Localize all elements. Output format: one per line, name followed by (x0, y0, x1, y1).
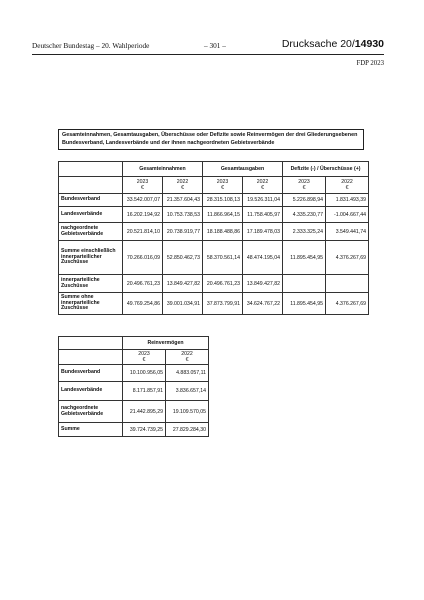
cell: 13.849.427,82 (163, 275, 203, 293)
document-number-value: 14930 (354, 38, 384, 50)
table2-year-corner (59, 350, 123, 365)
cell: 13.849.427,82 (243, 275, 283, 293)
cell: 4.335.230,77 (283, 207, 326, 223)
cell: 28.315.108,13 (203, 194, 243, 207)
year-header: 2023 € (283, 177, 326, 194)
cell (283, 275, 326, 293)
row-label: Landesverbände (59, 382, 123, 401)
cell: 19.109.570,05 (166, 401, 209, 423)
cell: 10.100.956,05 (123, 365, 166, 382)
year-header: 2022 € (326, 177, 369, 194)
row-label: Bundesverband (59, 365, 123, 382)
cell: 58.370.561,14 (203, 241, 243, 275)
cell: 39.001.034,91 (163, 293, 203, 315)
party-year: FDP 2023 (356, 60, 384, 67)
year-header: 2023 € (123, 350, 166, 365)
table-row (59, 207, 369, 223)
table-title-box (58, 129, 364, 150)
cell: 20.496.761,23 (203, 275, 243, 293)
income-expense-table (58, 161, 369, 315)
cell: 10.753.738,53 (163, 207, 203, 223)
cell: 19.526.311,04 (243, 194, 283, 207)
cell (326, 275, 369, 293)
cell: 5.226.898,94 (283, 194, 326, 207)
cell: 18.188.488,86 (203, 223, 243, 241)
cell: 33.542.007,07 (123, 194, 163, 207)
group-header-balance: Defizite (-) / Überschüsse (+) (283, 162, 369, 177)
year-header: 2022 € (243, 177, 283, 194)
cell: 37.873.799,91 (203, 293, 243, 315)
table-row (59, 365, 209, 382)
cell: 3.549.441,74 (326, 223, 369, 241)
table1-corner (59, 162, 123, 177)
cell: 21.442.895,29 (123, 401, 166, 423)
cell: 11.866.964,15 (203, 207, 243, 223)
row-label: nachgeordnete Gebietsverbände (59, 401, 123, 423)
row-label: nachgeordnete Gebietsverbände (59, 223, 123, 241)
cell: 4.376.267,69 (326, 241, 369, 275)
cell: 2.333.325,24 (283, 223, 326, 241)
table-row (59, 241, 369, 275)
year-header: 2023 € (123, 177, 163, 194)
net-assets-table (58, 336, 209, 437)
cell: 17.189.478,03 (243, 223, 283, 241)
table1-year-corner (59, 177, 123, 194)
cell: -1.004.667,44 (326, 207, 369, 223)
header-periodical: Deutscher Bundestag – 20. Wahlperiode (32, 41, 150, 50)
row-label: Summe ohne innerparteiliche Zuschüsse (59, 293, 123, 315)
table-row (59, 423, 209, 437)
document-number-prefix: Drucksache 20/ (281, 38, 355, 50)
page-header (32, 40, 384, 55)
year-header: 2022 € (166, 350, 209, 365)
year-header: 2022 € (163, 177, 203, 194)
cell: 70.266.016,09 (123, 241, 163, 275)
table2-corner (59, 337, 123, 350)
cell: 21.357.604,43 (163, 194, 203, 207)
row-label: innerparteiliche Zuschüsse (59, 275, 123, 293)
cell: 11.895.454,95 (283, 293, 326, 315)
cell: 8.171.857,91 (123, 382, 166, 401)
table-row (59, 275, 369, 293)
cell: 48.474.195,04 (243, 241, 283, 275)
cell: 4.376.267,69 (326, 293, 369, 315)
document-number (282, 38, 384, 50)
cell: 49.769.254,86 (123, 293, 163, 315)
table-row (59, 293, 369, 315)
row-label: Summe einschließlich innerparteilicher Zuschüsse (59, 241, 123, 275)
group-header-net-assets: Reinvermögen (123, 337, 209, 350)
cell: 20.521.814,10 (123, 223, 163, 241)
cell: 34.624.767,22 (243, 293, 283, 315)
group-header-income: Gesamteinnahmen (123, 162, 203, 177)
cell: 11.895.454,95 (283, 241, 326, 275)
page-number: – 301 – (204, 41, 226, 50)
cell: 4.883.057,11 (166, 365, 209, 382)
cell: 20.496.761,23 (123, 275, 163, 293)
year-header: 2023 € (203, 177, 243, 194)
table-row (59, 401, 209, 423)
cell: 16.202.194,92 (123, 207, 163, 223)
cell: 20.738.919,77 (163, 223, 203, 241)
table-title-line1: Gesamteinnahmen, Gesamtausgaben, Überschüsse oder Defizite sowie Reinvermögen der drei Gliederungsebenen (62, 132, 358, 138)
cell: 39.724.739,25 (123, 423, 166, 437)
cell: 1.831.493,39 (326, 194, 369, 207)
cell: 11.758.405,97 (243, 207, 283, 223)
cell: 52.850.462,73 (163, 241, 203, 275)
row-label: Summe (59, 423, 123, 437)
table-row (59, 194, 369, 207)
cell: 3.836.657,14 (166, 382, 209, 401)
row-label: Bundesverband (59, 194, 123, 207)
table-row (59, 223, 369, 241)
cell: 27.829.284,30 (166, 423, 209, 437)
group-header-expense: Gesamtausgaben (203, 162, 283, 177)
table-title-line2: Bundesverband, Landesverbände und der ihnen nachgeordneten Gebietsverbände (62, 139, 275, 146)
table-row (59, 382, 209, 401)
row-label: Landesverbände (59, 207, 123, 223)
